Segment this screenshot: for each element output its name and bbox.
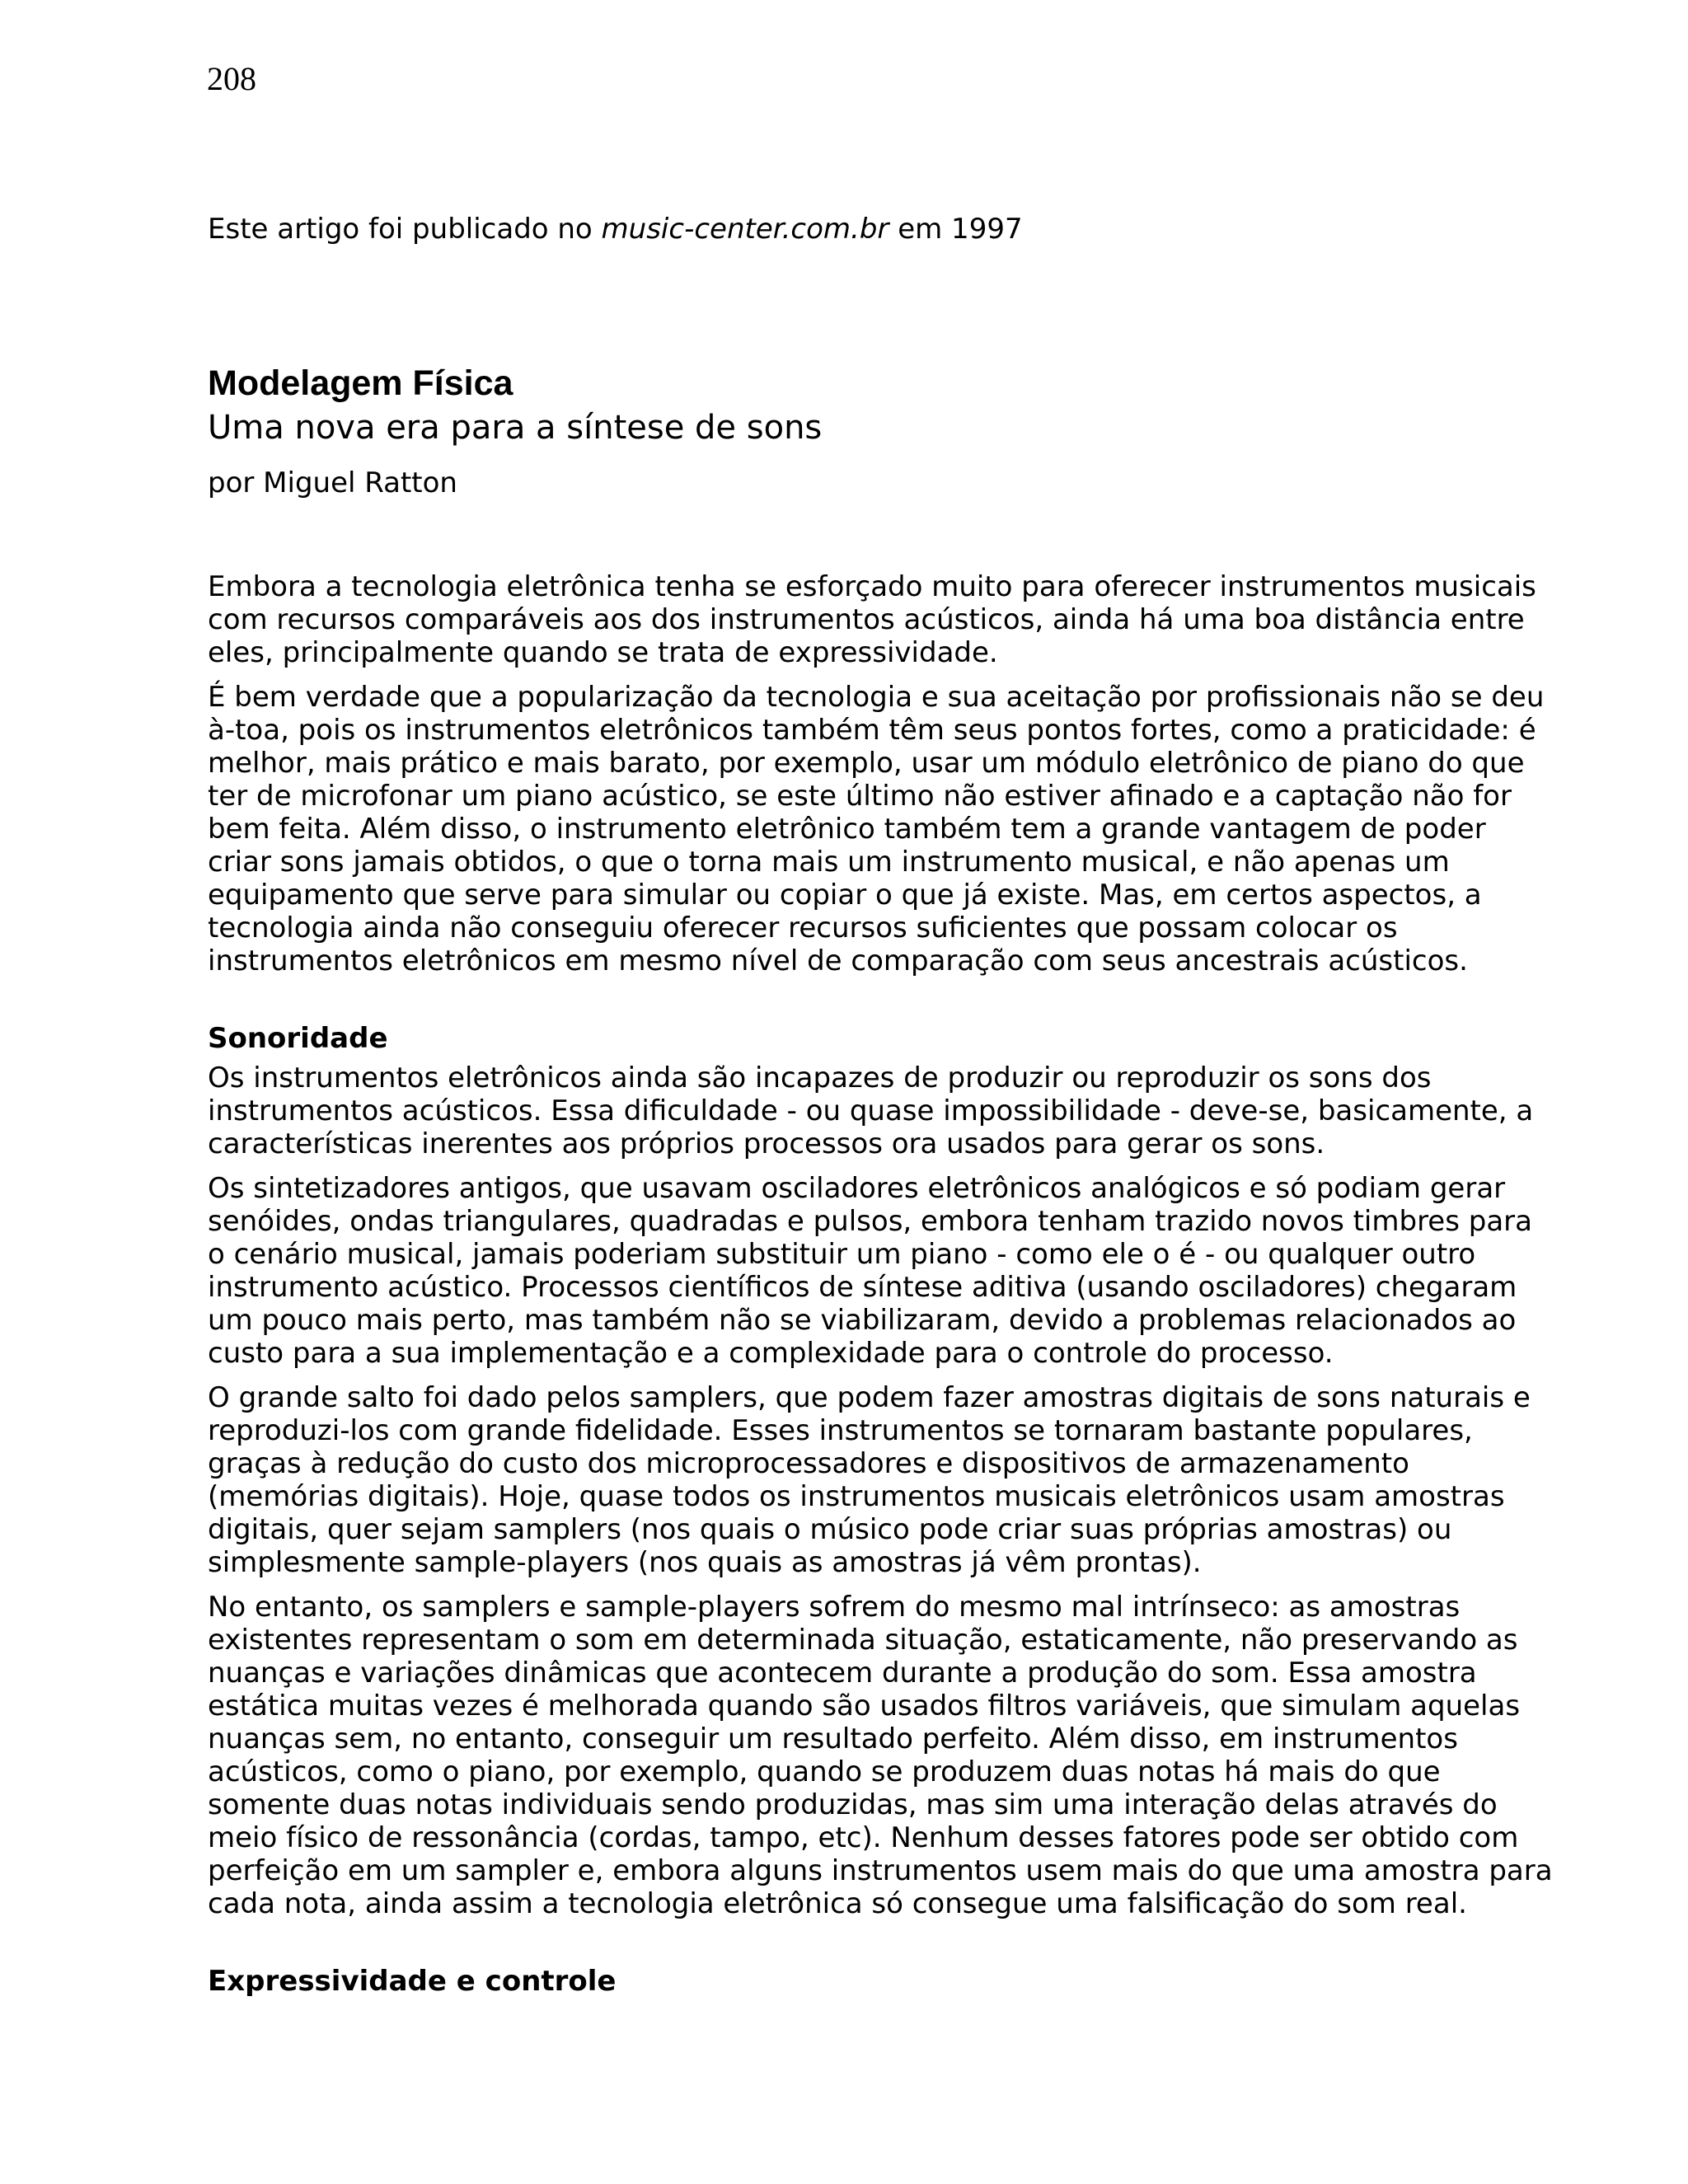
text-line: à-toa, pois os instrumentos eletrônicos também têm seus pontos fortes, como a praticidade: é: [208, 714, 1536, 747]
text-line: acústicos, como o piano, por exemplo, quando se produzem duas notas há mais do que: [208, 1755, 1441, 1788]
text-line: perfeição em um sampler e, embora alguns instrumentos usem mais do que uma amostra para: [208, 1854, 1553, 1887]
text-line: bem feita. Além disso, o instrumento eletrônico também tem a grande vantagem de poder: [208, 813, 1486, 846]
text-line: nuanças e variações dinâmicas que acontecem durante a produção do som. Essa amostra: [208, 1657, 1477, 1690]
sonoridade-paragraph-4: [208, 1591, 1553, 1920]
article-author: por Miguel Ratton: [208, 466, 457, 499]
text-line: nuanças sem, no entanto, conseguir um resultado perfeito. Além disso, em instrumentos: [208, 1722, 1458, 1755]
text-line: Os sintetizadores antigos, que usavam osciladores eletrônicos analógicos e só podiam gerar: [208, 1172, 1506, 1205]
sonoridade-paragraph-2: [208, 1172, 1536, 1370]
article-subtitle: Uma nova era para a síntese de sons: [208, 409, 823, 447]
text-line: melhor, mais prático e mais barato, por exemplo, usar um módulo eletrônico de piano do que: [208, 747, 1525, 780]
text-line: digitais, quer sejam samplers (nos quais o músico pode criar suas próprias amostras) ou: [208, 1513, 1452, 1546]
text-line: com recursos comparáveis aos dos instrumentos acústicos, ainda há uma boa distância entre: [208, 603, 1525, 636]
intro-paragraph-2: [208, 681, 1545, 977]
text-line: reproduzi-los com grande fidelidade. Esses instrumentos se tornaram bastante populares,: [208, 1414, 1473, 1447]
sonoridade-section: [208, 1022, 1553, 1920]
intro-section: [208, 570, 1545, 977]
page-number: 208: [207, 60, 256, 97]
article-title: Modelagem Física: [208, 363, 513, 403]
text-line: No entanto, os samplers e sample-players sofrem do mesmo mal intrínseco: as amostras: [208, 1591, 1461, 1624]
section-heading-sonoridade: Sonoridade: [208, 1022, 388, 1055]
text-line: ter de microfonar um piano acústico, se este último não estiver afinado e a captação não for: [208, 780, 1512, 813]
text-line: simplesmente sample-players (nos quais as amostras já vêm prontas).: [208, 1546, 1202, 1579]
text-line: graças à redução do custo dos microprocessadores e dispositivos de armazenamento: [208, 1447, 1409, 1480]
publication-note-suffix: em 1997: [889, 213, 1023, 246]
publication-site: music-center.com.br: [601, 213, 889, 246]
sonoridade-paragraph-1: [208, 1062, 1536, 1160]
text-line: instrumentos eletrônicos em mesmo nível de comparação com seus ancestrais acústicos.: [208, 944, 1468, 977]
publication-note: [208, 213, 1536, 246]
text-line: instrumento acústico. Processos científicos de síntese aditiva (usando osciladores) chegaram: [208, 1271, 1517, 1304]
text-line: custo para a sua implementação e a complexidade para o controle do processo.: [208, 1337, 1334, 1370]
expressividade-section: [208, 1965, 1536, 1998]
text-line: senóides, ondas triangulares, quadradas e pulsos, embora tenham trazido novos timbres para: [208, 1205, 1532, 1238]
text-line: cada nota, ainda assim a tecnologia eletrônica só consegue uma falsificação do som real.: [208, 1887, 1467, 1920]
text-line: Embora a tecnologia eletrônica tenha se esforçado muito para oferecer instrumentos musicais: [208, 570, 1536, 603]
text-line: meio físico de ressonância (cordas, tampo, etc). Nenhum desses fatores pode ser obtido com: [208, 1821, 1519, 1854]
text-line: estática muitas vezes é melhorada quando são usados filtros variáveis, que simulam aquelas: [208, 1690, 1521, 1722]
text-line: existentes representam o som em determinada situação, estaticamente, não preservando as: [208, 1624, 1518, 1657]
text-line: equipamento que serve para simular ou copiar o que já existe. Mas, em certos aspectos, a: [208, 879, 1482, 912]
text-line: instrumentos acústicos. Essa dificuldade - ou quase impossibilidade - deve-se, basicamente, a: [208, 1094, 1534, 1127]
section-heading-expressividade: Expressividade e controle: [208, 1965, 617, 1998]
text-line: eles, principalmente quando se trata de expressividade.: [208, 636, 998, 669]
text-line: criar sons jamais obtidos, o que o torna mais um instrumento musical, e não apenas um: [208, 846, 1450, 879]
text-line: É bem verdade que a popularização da tecnologia e sua aceitação por profissionais não se deu: [208, 681, 1545, 714]
intro-paragraph-1: [208, 570, 1536, 669]
text-line: somente duas notas individuais sendo produzidas, mas sim uma interação delas através do: [208, 1788, 1498, 1821]
text-line: características inerentes aos próprios processos ora usados para gerar os sons.: [208, 1127, 1325, 1160]
text-line: o cenário musical, jamais poderiam substituir um piano - como ele o é - ou qualquer outro: [208, 1238, 1476, 1271]
text-line: O grande salto foi dado pelos samplers, que podem fazer amostras digitais de sons naturais e: [208, 1381, 1531, 1414]
text-line: (memórias digitais). Hoje, quase todos os instrumentos musicais eletrônicos usam amostras: [208, 1480, 1505, 1513]
publication-note-prefix: Este artigo foi publicado no: [208, 213, 602, 246]
text-line: tecnologia ainda não conseguiu oferecer recursos suficientes que possam colocar os: [208, 912, 1398, 944]
sonoridade-paragraph-3: [208, 1381, 1536, 1579]
article-body: [208, 213, 1553, 2004]
text-line: Os instrumentos eletrônicos ainda são incapazes de produzir ou reproduzir os sons dos: [208, 1062, 1432, 1094]
text-line: um pouco mais perto, mas também não se viabilizaram, devido a problemas relacionados ao: [208, 1304, 1517, 1337]
